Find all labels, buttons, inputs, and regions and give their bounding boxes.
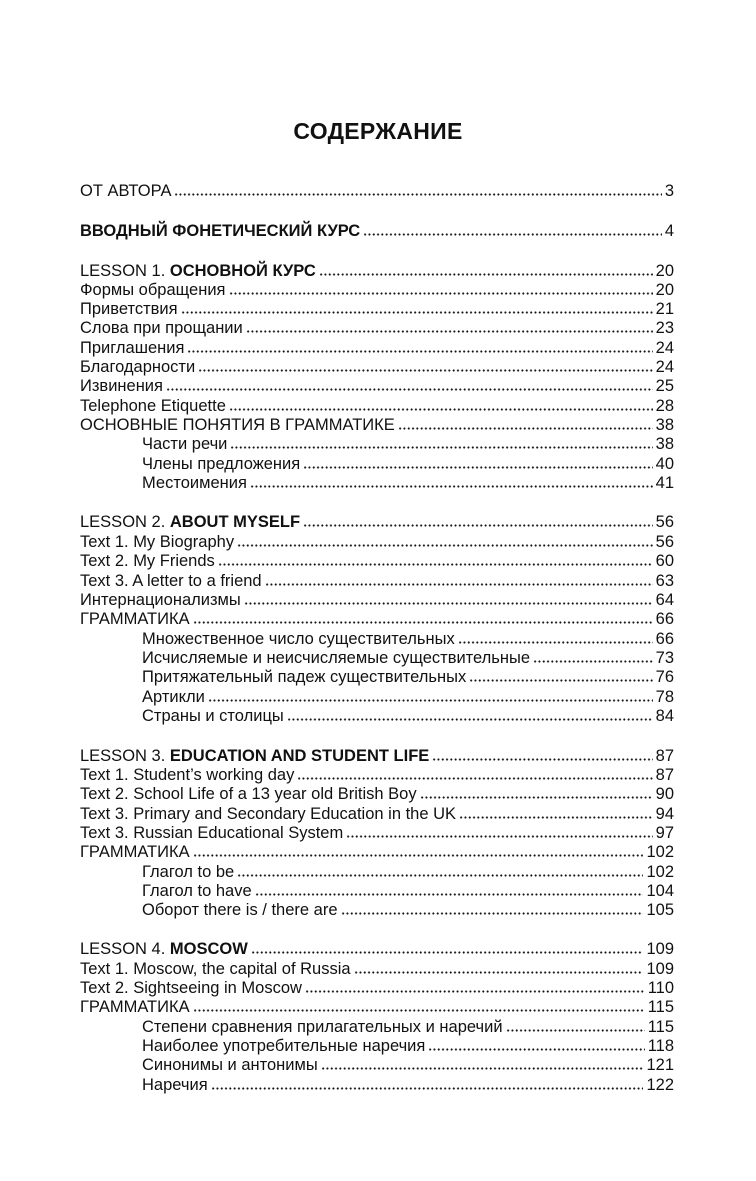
toc-entry-title — [142, 473, 247, 493]
toc-entry-text: ОТ АВТОРА — [80, 182, 172, 200]
page-number: 63 — [655, 572, 674, 590]
toc-entry-text: LESSON 4. — [80, 940, 170, 958]
page-number: 121 — [646, 1056, 674, 1074]
toc-entry-text: Интернационализмы — [80, 591, 241, 609]
toc-entry-title — [142, 667, 466, 687]
toc-entry-title — [80, 997, 190, 1017]
toc-entry-title — [142, 881, 252, 901]
page-number: 78 — [655, 688, 674, 706]
dot-leader — [166, 377, 653, 391]
toc-entry-bold-text: MOSCOW — [169, 940, 248, 958]
toc-entry-title — [80, 357, 195, 377]
dot-leader — [246, 319, 653, 333]
page-number: 24 — [655, 339, 674, 357]
toc-section-entry — [80, 221, 674, 241]
dot-leader — [458, 630, 653, 644]
toc-entry-bold-text: EDUCATION AND STUDENT LIFE — [169, 747, 430, 765]
toc-entry-text: LESSON 3. — [80, 747, 170, 765]
toc-entry — [80, 318, 674, 338]
page-number: 38 — [655, 416, 674, 434]
toc-entry-title — [142, 1017, 503, 1037]
page-number: 66 — [655, 610, 674, 628]
toc-entry — [80, 357, 674, 377]
dot-leader — [265, 572, 653, 586]
dot-leader — [297, 766, 652, 780]
page-number: 109 — [646, 960, 674, 978]
toc-entry-title — [80, 181, 171, 201]
toc-entry-text: LESSON 2. — [80, 513, 170, 531]
page-number: 84 — [655, 707, 674, 725]
toc-entry-title — [80, 939, 248, 959]
toc-entry-title — [80, 842, 190, 862]
toc-entry-text: Извинения — [80, 377, 163, 395]
toc-entry-title — [80, 571, 262, 591]
toc-entry-title — [142, 1055, 318, 1075]
toc-entry-text: Глагол to be — [142, 863, 235, 881]
dot-leader — [303, 513, 653, 527]
toc-section-entry — [80, 512, 674, 532]
toc-entry — [80, 181, 674, 201]
toc-entry — [80, 823, 674, 843]
toc-entry — [80, 376, 674, 396]
dot-leader — [354, 960, 644, 974]
toc-entry-text: Оборот there is / there are — [142, 901, 338, 919]
page-number: 122 — [646, 1076, 674, 1094]
toc-entry-title — [80, 338, 184, 358]
toc-entry-text: Text 1. Moscow, the capital of Russia — [80, 960, 351, 978]
toc-entry-text: ГРАММАТИКА — [80, 610, 190, 628]
toc-entry — [142, 881, 674, 901]
toc-entry-text: Синонимы и антонимы — [142, 1056, 318, 1074]
toc-entry-text: Text 2. My Friends — [80, 552, 215, 570]
page-number: 20 — [655, 281, 674, 299]
toc-entry — [142, 862, 674, 882]
toc-entry-text: LESSON 1. — [80, 262, 170, 280]
toc-entry-title — [80, 804, 456, 824]
page-number: 28 — [655, 397, 674, 415]
toc-entry-title — [80, 532, 234, 552]
toc-entry-title — [80, 590, 241, 610]
toc-entry — [142, 1055, 674, 1075]
page-number: 64 — [655, 591, 674, 609]
toc-entry-title — [80, 221, 360, 241]
toc-entry — [80, 299, 674, 319]
page-number: 41 — [655, 474, 674, 492]
dot-leader — [346, 824, 652, 838]
page-number: 104 — [646, 882, 674, 900]
toc-entry-title — [142, 862, 234, 882]
page-number: 87 — [655, 747, 674, 765]
toc-entry — [142, 1075, 674, 1095]
toc-entry-text: Text 1. Student’s working day — [80, 766, 295, 784]
page-number: 76 — [655, 668, 674, 686]
toc-entry — [142, 629, 674, 649]
toc-entry-title — [80, 823, 343, 843]
toc-entry-bold-text: ABOUT MYSELF — [169, 513, 301, 531]
dot-leader — [208, 688, 653, 702]
toc-entry-text: Притяжательный падеж существительных — [142, 668, 467, 686]
toc-entry — [80, 415, 674, 435]
toc-entry-text: Слова при прощании — [80, 319, 243, 337]
toc-entry-text: Части речи — [142, 435, 228, 453]
toc-entry-text: Telephone Etiquette — [80, 397, 226, 415]
page-number: 20 — [655, 262, 674, 280]
toc-entry-text: Наиболее употребительные наречия — [142, 1037, 426, 1055]
toc-entry-title — [80, 746, 429, 766]
page-number: 115 — [647, 1018, 674, 1036]
toc-entry-text: Text 1. My Biography — [80, 533, 235, 551]
dot-leader — [193, 610, 653, 624]
toc-entry — [80, 551, 674, 571]
toc-entry — [80, 804, 674, 824]
toc-entry-title — [80, 299, 178, 319]
toc-entry-title — [80, 551, 215, 571]
toc-entry — [80, 997, 674, 1017]
toc-entry-text: Страны и столицы — [142, 707, 284, 725]
toc-entry — [80, 765, 674, 785]
toc-entry-text: Приветствия — [80, 300, 178, 318]
toc-entry — [142, 454, 674, 474]
toc-entry-text: ГРАММАТИКА — [80, 998, 190, 1016]
page-number: 38 — [655, 435, 674, 453]
toc-entry-text: Члены предложения — [142, 455, 301, 473]
toc-entry-text: ГРАММАТИКА — [80, 843, 190, 861]
page-number: 110 — [647, 979, 674, 997]
toc-entry — [142, 1017, 674, 1037]
toc-entry-title — [80, 396, 226, 416]
toc-section-entry — [80, 261, 674, 281]
toc-entry-title — [80, 609, 190, 629]
toc-entry — [142, 473, 674, 493]
toc-entry-bold-text: ВВОДНЫЙ ФОНЕТИЧЕСКИЙ КУРС — [80, 222, 361, 240]
toc-entry-title — [142, 706, 284, 726]
dot-leader — [193, 998, 645, 1012]
toc-entry-bold-text: ОСНОВНОЙ КУРС — [169, 262, 316, 280]
dot-leader — [341, 901, 644, 915]
page-number: 56 — [655, 513, 674, 531]
toc-entry-text: Благодарности — [80, 358, 196, 376]
dot-leader — [193, 843, 644, 857]
dot-leader — [428, 1037, 644, 1051]
dot-leader — [469, 668, 652, 682]
toc-entry-title — [142, 629, 455, 649]
toc-entry-text: Наречия — [142, 1076, 208, 1094]
dot-leader — [363, 222, 662, 236]
toc-entry — [80, 532, 674, 552]
dot-leader — [237, 863, 643, 877]
dot-leader — [255, 882, 644, 896]
toc-entry-text: Глагол to have — [142, 882, 252, 900]
page-number: 21 — [655, 300, 674, 318]
page-number: 90 — [655, 785, 674, 803]
toc-entry-title — [80, 261, 316, 281]
toc-entry-title — [142, 1075, 208, 1095]
toc-entry — [142, 900, 674, 920]
toc-section-entry — [80, 746, 674, 766]
toc-entry-title — [142, 454, 300, 474]
dot-leader — [250, 474, 653, 488]
dot-leader — [237, 533, 653, 547]
toc-entry-text: Приглашения — [80, 339, 185, 357]
toc-entry — [80, 590, 674, 610]
page-number: 24 — [655, 358, 674, 376]
toc-entry-title — [142, 900, 338, 920]
toc-entry — [80, 571, 674, 591]
page-number: 105 — [646, 901, 674, 919]
toc-entry-title — [80, 318, 243, 338]
page-number: 56 — [655, 533, 674, 551]
toc-entry — [80, 396, 674, 416]
toc-entry — [80, 338, 674, 358]
page-number: 102 — [646, 863, 674, 881]
toc-entry-text: Местоимения — [142, 474, 247, 492]
toc-entry-title — [142, 1036, 425, 1056]
toc-entry — [80, 784, 674, 804]
dot-leader — [398, 416, 653, 430]
toc-entry-title — [142, 648, 530, 668]
page-number: 25 — [655, 377, 674, 395]
toc-entry — [142, 648, 674, 668]
toc-entry-title — [80, 280, 226, 300]
dot-leader — [181, 300, 653, 314]
toc-entry-title — [80, 512, 300, 532]
dot-leader — [303, 455, 652, 469]
dot-leader — [305, 979, 645, 993]
page-number: 23 — [655, 319, 674, 337]
toc-entry-text: Text 3. Primary and Secondary Education in the UK — [80, 805, 457, 823]
page-number: 118 — [647, 1037, 674, 1055]
toc-entry — [80, 842, 674, 862]
toc-entry-text: Text 3. A letter to a friend — [80, 572, 262, 590]
toc-entry-text: Text 2. Sightseeing in Moscow — [80, 979, 302, 997]
page-number: 60 — [655, 552, 674, 570]
toc-entry-title — [142, 434, 227, 454]
dot-leader — [218, 552, 653, 566]
toc-entry-title — [80, 784, 417, 804]
toc-entry-text: Text 2. School Life of a 13 year old British Boy — [80, 785, 417, 803]
toc-entry — [142, 706, 674, 726]
page-number: 4 — [664, 222, 674, 240]
dot-leader — [174, 182, 661, 196]
page-title: СОДЕРЖАНИЕ — [293, 118, 463, 144]
page-number: 115 — [647, 998, 674, 1016]
dot-leader — [244, 591, 653, 605]
page-number: 73 — [655, 649, 674, 667]
dot-leader — [230, 435, 652, 449]
toc-entry-title — [80, 415, 395, 435]
dot-leader — [287, 707, 653, 721]
dot-leader — [432, 747, 652, 761]
dot-leader — [319, 262, 653, 276]
toc-entry-text: Степени сравнения прилагательных и наречий — [142, 1018, 503, 1036]
dot-leader — [229, 397, 653, 411]
toc-entry-text: Артикли — [142, 688, 205, 706]
toc-entry-text: ОСНОВНЫЕ ПОНЯТИЯ В ГРАММАТИКЕ — [80, 416, 395, 434]
toc-entry-title — [80, 765, 294, 785]
page-number: 97 — [655, 824, 674, 842]
toc-entry-title — [80, 959, 351, 979]
toc-entry — [80, 978, 674, 998]
toc-entry — [80, 609, 674, 629]
toc-entry — [142, 434, 674, 454]
toc-entry-text: Формы обращения — [80, 281, 226, 299]
toc-entry-title — [80, 978, 302, 998]
page-number: 3 — [664, 182, 674, 200]
page-number: 66 — [655, 630, 674, 648]
toc-entry-text: Text 3. Russian Educational System — [80, 824, 344, 842]
page-number: 109 — [646, 940, 674, 958]
page-number: 40 — [655, 455, 674, 473]
page-number: 87 — [655, 766, 674, 784]
dot-leader — [506, 1018, 645, 1032]
toc-entry-title — [80, 376, 163, 396]
toc-entry — [80, 959, 674, 979]
dot-leader — [459, 805, 653, 819]
dot-leader — [533, 649, 653, 663]
toc-entry — [142, 1036, 674, 1056]
dot-leader — [420, 785, 653, 799]
page-number: 102 — [646, 843, 674, 861]
dot-leader — [321, 1056, 644, 1070]
toc-entry — [142, 687, 674, 707]
dot-leader — [198, 358, 652, 372]
dot-leader — [251, 940, 644, 954]
toc-entry-text: Исчисляемые и неисчисляемые существительные — [142, 649, 531, 667]
toc-entry — [80, 280, 674, 300]
page-number: 94 — [655, 805, 674, 823]
toc-entry — [142, 667, 674, 687]
dot-leader — [211, 1076, 644, 1090]
toc-entry-text: Множественное число существительных — [142, 630, 455, 648]
dot-leader — [187, 339, 652, 353]
dot-leader — [229, 281, 653, 295]
toc-section-entry — [80, 939, 674, 959]
toc-entry-title — [142, 687, 205, 707]
